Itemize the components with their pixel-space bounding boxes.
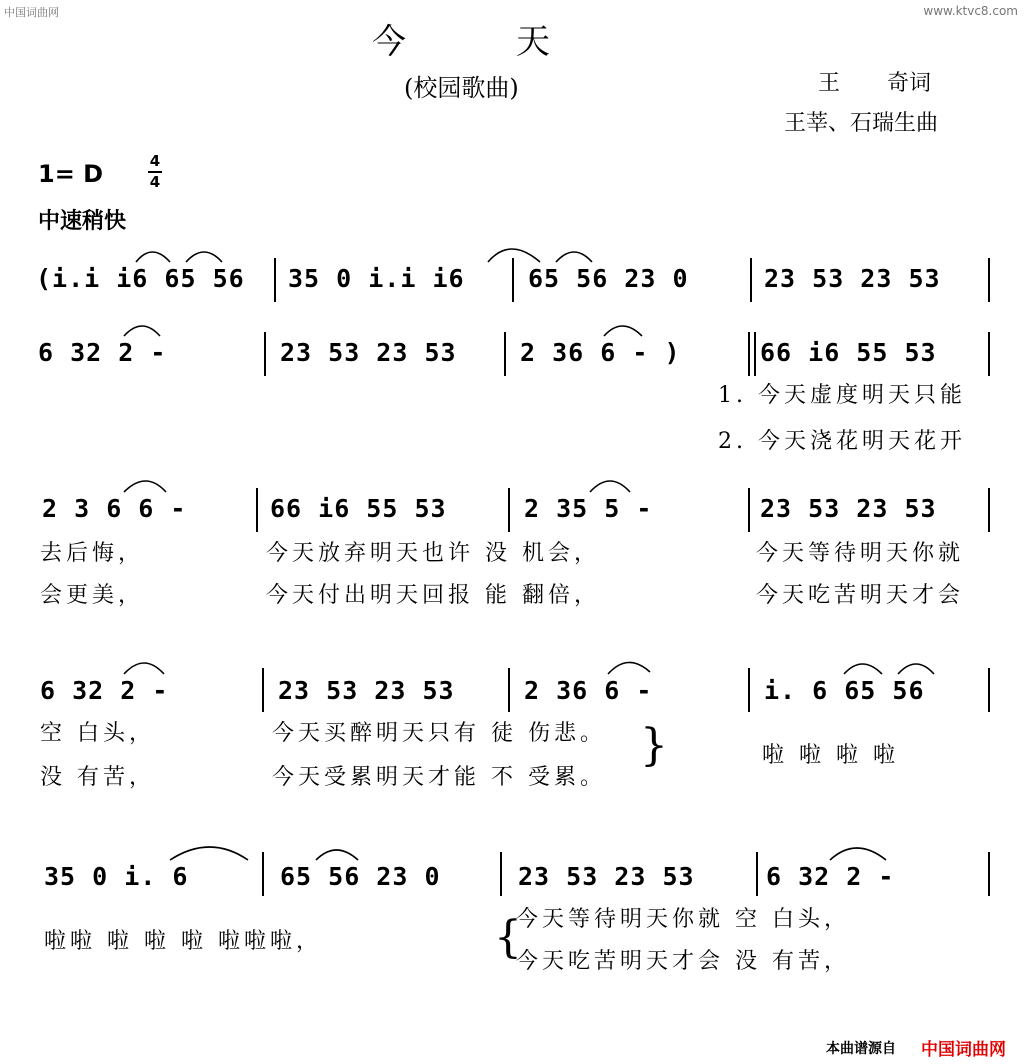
lyric-line: 今天买醉明天只有 徒 伤悲。 xyxy=(272,721,606,746)
lyric-line: 今天等待明天你就 xyxy=(756,541,965,566)
measure-1-2: 35 0 i.i i6 xyxy=(288,264,465,293)
watermark-left: 中国词曲网 xyxy=(4,6,59,19)
measure-2-4: 66 i6 55 53 xyxy=(760,338,937,367)
song-title: 今天 xyxy=(372,22,660,62)
lyric-verse-1: 1. 今天虚度明天只能 xyxy=(718,383,966,408)
song-subtitle: (校园歌曲) xyxy=(404,74,519,102)
slur xyxy=(186,252,222,262)
measure-5-1: 35 0 i. 6 xyxy=(44,862,189,891)
measure-4-4: i. 6 65 56 xyxy=(764,676,925,705)
measure-3-2: 66 i6 55 53 xyxy=(270,494,447,523)
measure-5-3: 23 53 23 53 xyxy=(518,862,695,891)
lyric-line: 会更美， xyxy=(40,583,145,608)
lyric-line: 啦 啦 啦 啦 xyxy=(762,743,899,768)
lyric-line: 去后悔， xyxy=(40,541,145,566)
key-signature: 1= D xyxy=(38,160,104,188)
lyric-verse-2: 2. 今天浇花明天花开 xyxy=(718,429,966,454)
lyric-line: 没 有苦， xyxy=(40,765,155,790)
measure-5-2: 65 56 23 0 xyxy=(280,862,441,891)
measure-5-4: 6 32 2 - xyxy=(766,862,895,891)
slur xyxy=(488,249,540,262)
measure-3-1: 2 3 6 6 - xyxy=(42,494,187,523)
slur xyxy=(170,847,248,860)
footer-site-link[interactable]: 中国词曲网 xyxy=(921,1040,1006,1060)
watermark-right: www.ktvc8.com xyxy=(923,4,1018,18)
composer-credit: 王莘、石瑞生曲 xyxy=(784,111,939,136)
lyric-line: 今天吃苦明天才会 xyxy=(756,583,965,608)
slur xyxy=(124,326,160,336)
measure-4-3: 2 36 6 - xyxy=(524,676,653,705)
lyric-line: 今天吃苦明天才会 没 有苦， xyxy=(516,949,850,974)
measure-4-1: 6 32 2 - xyxy=(40,676,169,705)
slur xyxy=(136,252,170,262)
measure-2-1: 6 32 2 - xyxy=(38,338,167,367)
measure-4-2: 23 53 23 53 xyxy=(278,676,455,705)
slur xyxy=(604,326,642,336)
lyric-line: 空 白头， xyxy=(40,721,155,746)
lyricist-credit: 王 奇词 xyxy=(818,71,931,96)
measure-1-4: 23 53 23 53 xyxy=(764,264,941,293)
verse-brace: { xyxy=(494,912,522,963)
footer-source: 本曲谱源自 xyxy=(826,1041,896,1057)
slur xyxy=(608,662,650,674)
lyric-line: 今天付出明天回报 能 翻倍， xyxy=(266,583,600,608)
measure-3-4: 23 53 23 53 xyxy=(760,494,937,523)
slur xyxy=(316,850,358,860)
slur xyxy=(124,663,164,674)
slur xyxy=(124,481,166,492)
slur xyxy=(898,664,934,674)
slur xyxy=(844,664,882,674)
measure-3-3: 2 35 5 - xyxy=(524,494,653,523)
verse-brace: } xyxy=(640,720,668,771)
time-signature-bottom: 4 xyxy=(149,173,161,191)
measure-1-3: 65 56 23 0 xyxy=(528,264,689,293)
time-signature-top: 4 xyxy=(149,152,161,170)
slur xyxy=(556,252,592,262)
measure-1-1: (i.i i6 65 56 xyxy=(36,264,245,293)
slur xyxy=(830,848,886,860)
tempo-marking: 中速稍快 xyxy=(38,209,127,234)
lyric-line: 今天等待明天你就 空 白头， xyxy=(516,907,850,932)
measure-2-3: 2 36 6 - ) xyxy=(520,338,681,367)
lyric-line: 今天受累明天才能 不 受累。 xyxy=(272,765,606,790)
measure-2-2: 23 53 23 53 xyxy=(280,338,457,367)
lyric-line: 啦啦 啦 啦 啦 啦啦啦， xyxy=(44,929,322,954)
lyric-line: 今天放弃明天也许 没 机会， xyxy=(266,541,600,566)
slur xyxy=(590,481,630,492)
